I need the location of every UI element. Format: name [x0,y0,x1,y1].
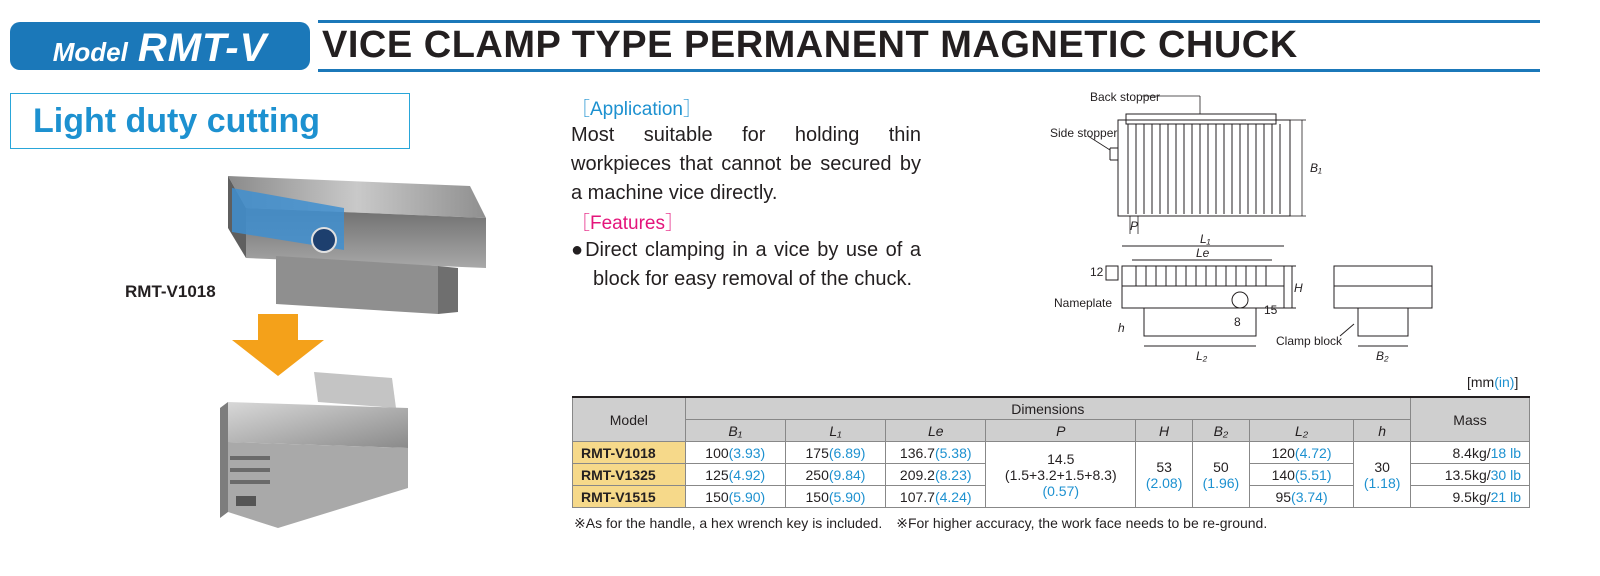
table-subheader-row [573,420,1530,442]
header-b2: B₂ [1193,420,1250,442]
bullet-icon: ● [571,239,586,261]
label-p: P [1130,219,1139,233]
label-8: 8 [1234,315,1241,329]
application-heading: ［Application］ [571,99,702,120]
model-prefix: Model [52,37,128,67]
product-label: RMT-V1018 [125,282,216,301]
header-mass: Mass [1411,397,1530,442]
cell-h-cap: 53 (2.08) [1136,442,1193,508]
label-b2: B₂ [1376,349,1389,363]
cell-b1: 150(5.90) [685,486,785,508]
header-model: Model [573,397,686,442]
label-h-cap: H [1294,281,1303,295]
feature-text: Direct clamping in a vice by use of a block for easy removal of the chuck. [585,239,921,290]
cell-l1: 175(6.89) [785,442,885,464]
label-l2: L₂ [1196,349,1208,363]
label-clamp-block: Clamp block [1276,334,1343,348]
cell-le: 209.2(8.23) [886,464,986,486]
label-l1: L₁ [1200,232,1211,246]
cell-model: RMT-V1515 [573,486,686,508]
application-text: Most suitable for holding thin workpieces that cannot be secured by a machine vice directly. [571,124,921,204]
cell-l2: 120(4.72) [1249,442,1353,464]
vice-product-image [218,368,412,530]
page-title: VICE CLAMP TYPE PERMANENT MAGNETIC CHUCK [322,24,1298,66]
cell-p: 14.5 (1.5+3.2+1.5+8.3) (0.57) [986,442,1136,508]
cell-h: 30 (1.18) [1354,442,1411,508]
table-row [573,442,1530,464]
table-header-row [573,397,1530,420]
header-dimensions: Dimensions [685,397,1410,420]
header-l1: L₁ [785,420,885,442]
cell-le: 136.7(5.38) [886,442,986,464]
model-name: RMT-V [137,26,268,70]
cell-l2: 95(3.74) [1249,486,1353,508]
pole-lines [1128,124,1280,214]
header-le: Le [886,420,986,442]
cell-b1: 125(4.92) [685,464,785,486]
label-b1: B₁ [1310,161,1322,175]
label-side-stopper: Side stopper [1050,126,1118,140]
spec-table [572,396,1530,508]
features-heading: ［Features］ [571,213,684,234]
header-h: h [1354,420,1411,442]
header-h-cap: H [1136,420,1193,442]
cell-mass: 8.4kg/18 lb [1411,442,1530,464]
arrow-down-icon [230,314,326,376]
label-15: 15 [1264,303,1278,317]
feature-item [571,236,921,294]
technical-drawing [1050,88,1550,378]
features-list [571,236,921,294]
unit-label: [mm(in)] [1467,374,1519,390]
cell-model: RMT-V1018 [573,442,686,464]
cell-mass: 9.5kg/21 lb [1411,486,1530,508]
header-rule-bottom [318,69,1540,72]
header-p: P [986,420,1136,442]
cell-l1: 150(5.90) [785,486,885,508]
model-badge [10,22,310,70]
label-12: 12 [1090,265,1104,279]
header-rule-top [318,20,1540,23]
subtitle: Light duty cutting [33,101,321,140]
label-h: h [1118,321,1125,335]
header-l2: L₂ [1249,420,1353,442]
cell-mass: 13.5kg/30 lb [1411,464,1530,486]
subtitle-box [10,93,410,149]
footnote: ※As for the handle, a hex wrench key is included. ※For higher accuracy, the work face needs to be re-ground. [574,515,1268,531]
cell-model: RMT-V1325 [573,464,686,486]
label-back-stopper: Back stopper [1090,90,1161,104]
header-b1: B₁ [685,420,785,442]
cell-l2: 140(5.51) [1249,464,1353,486]
cell-b1: 100(3.93) [685,442,785,464]
cell-l1: 250(9.84) [785,464,885,486]
cell-b2: 50 (1.96) [1193,442,1250,508]
label-nameplate: Nameplate [1054,296,1113,310]
label-le: Le [1196,246,1210,260]
chuck-product-image [224,172,486,314]
cell-le: 107.7(4.24) [886,486,986,508]
